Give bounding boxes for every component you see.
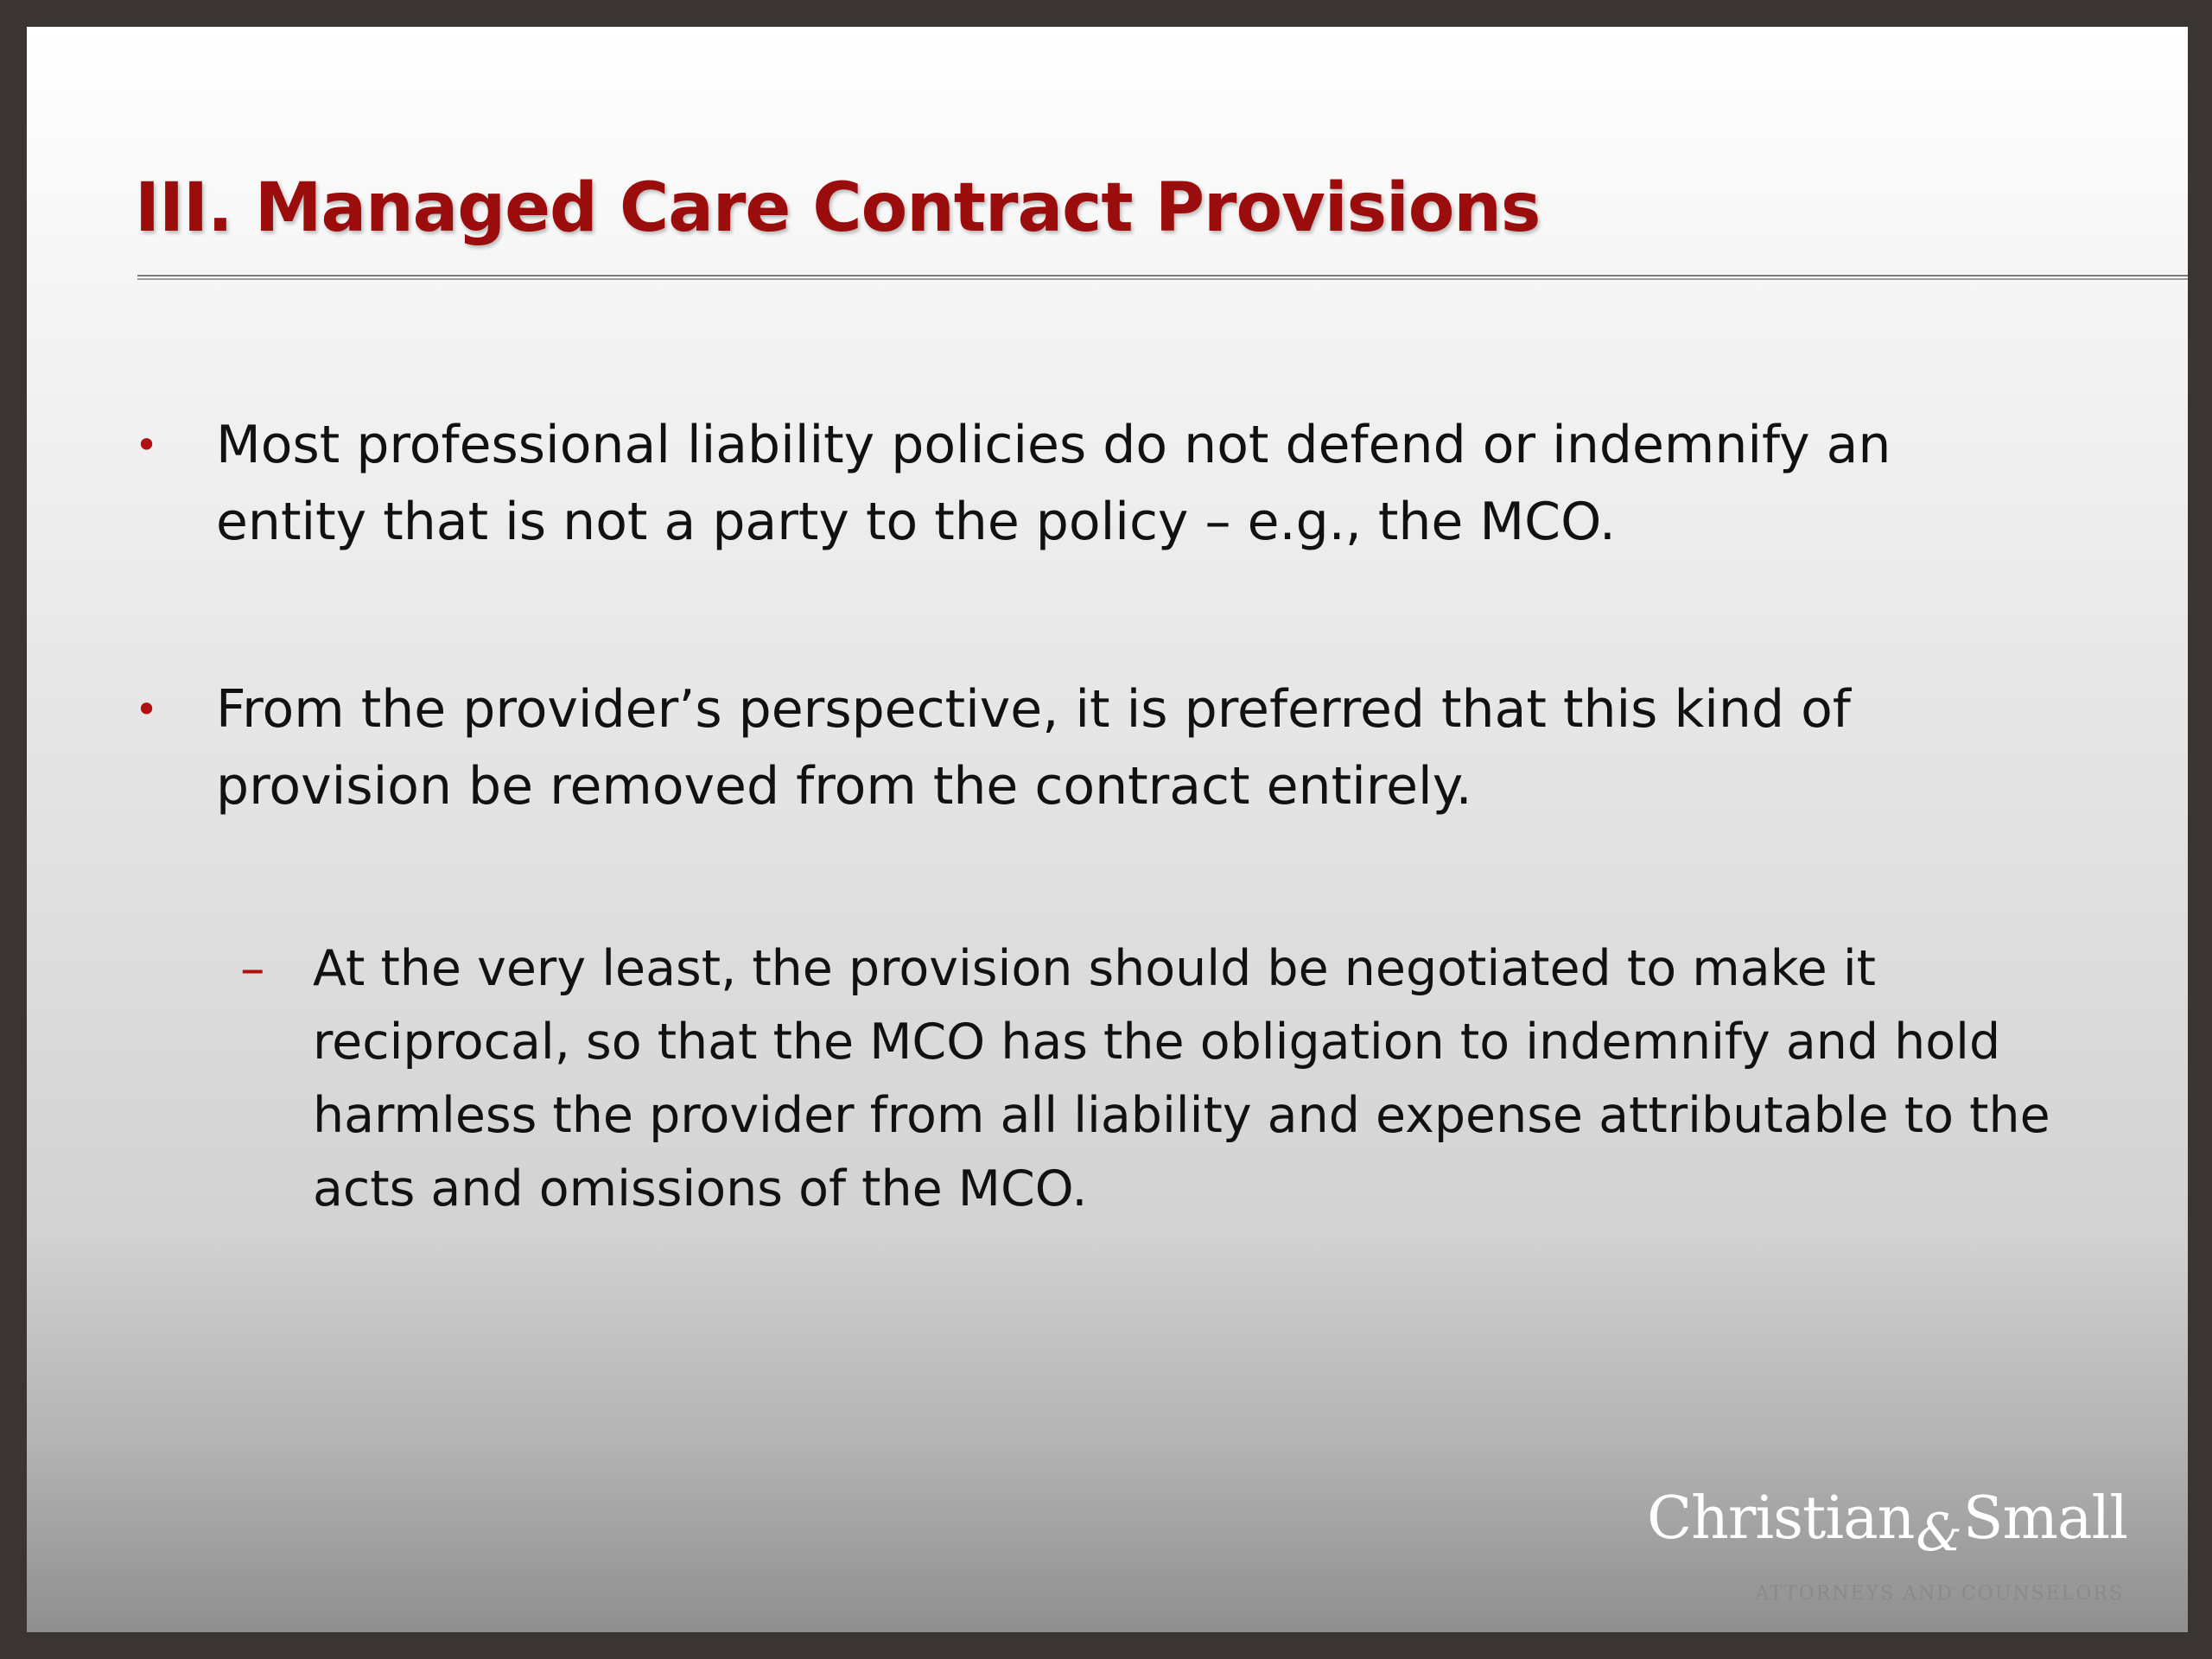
sub-bullet-marker: – xyxy=(240,940,265,997)
bullet-marker: • xyxy=(135,686,159,733)
bullet-text: From the provider’s perspective, it is preferred that this kind of provision be removed from the contract entirely. xyxy=(216,679,1851,817)
logo-name-left: Christian xyxy=(1647,1484,1915,1553)
firm-logo-tagline: ATTORNEYS AND COUNSELORS xyxy=(1755,1583,2124,1605)
firm-logo-name xyxy=(1647,1484,2127,1563)
bullet-marker: • xyxy=(135,422,159,468)
firm-logo xyxy=(1647,1484,2127,1605)
logo-name-right: Small xyxy=(1962,1484,2127,1553)
logo-ampersand: & xyxy=(1916,1503,1961,1563)
sub-bullet-item-1 xyxy=(240,932,2141,1226)
slide-title: III. Managed Care Contract Provisions xyxy=(135,169,1541,247)
bullet-text: Most professional liability policies do not defend or indemnify an entity that is not a party to the policy – e.g., the MCO. xyxy=(216,415,1891,552)
bullet-item-2 xyxy=(135,671,2036,825)
bullet-item-1 xyxy=(135,407,2036,561)
title-divider xyxy=(137,275,2188,280)
slide xyxy=(27,27,2188,1632)
sub-bullet-text: At the very least, the provision should be negotiated to make it reciprocal, so that the MCO has the obligation to indemnify and hold harmless the provider from all liability and expense attributable to the acts and omissions of the MCO. xyxy=(313,940,2050,1217)
